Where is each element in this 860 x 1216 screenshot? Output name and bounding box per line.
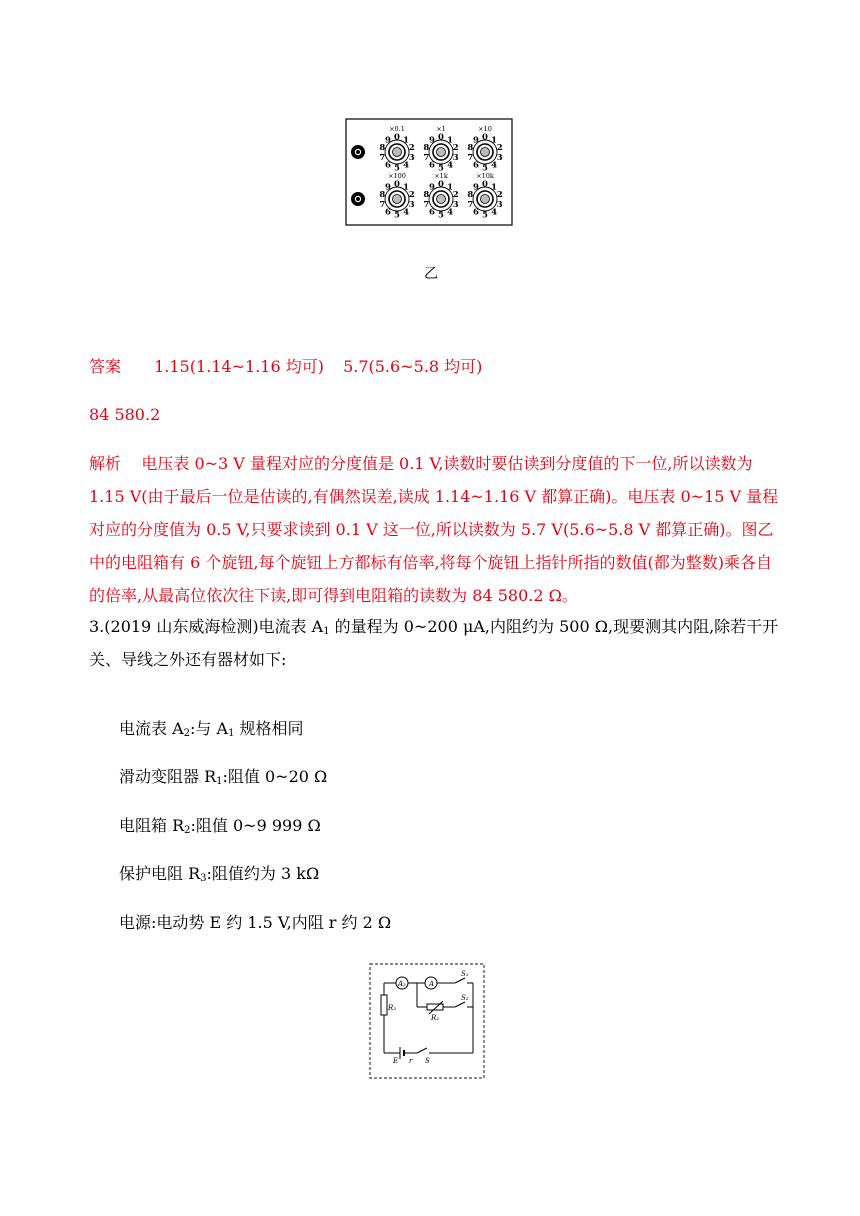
label-r3: R₃	[388, 1004, 397, 1012]
label-r: r	[409, 1057, 413, 1065]
answer-value-3: 84 580.2	[89, 405, 161, 424]
dial-digit: 3	[408, 199, 415, 210]
dial-multiplier-label: ×1k	[434, 172, 448, 180]
dial-digit: 5	[438, 163, 444, 174]
analysis-text: 电压表 0~3 V 量程对应的分度值是 0.1 V,读数时要估读到分度值的下一位,所以读数为 1.15 V(由于最后一位是估读的,有偶然误差,读成 1.14~1.16 V 都算正确)。电压表 0~15 V 量程对应的分度值为 0.5 V,只要求读到 0.1 V 这一位,所以读数为 5.7 V(5.6~5.8 V 都算正确)。图乙中的电阻箱有 6 个旋钮,每个旋钮上方都标有倍率,将每个旋钮上指针所指的数值(都为整数)乘各自的倍率,从最高位依次往下读,即可得到电阻箱的读数为 84 580.2 Ω。	[89, 454, 779, 605]
dial-multiplier-label: ×100	[388, 172, 406, 180]
dial-digit: 3	[496, 152, 503, 163]
dial-digit: 1	[403, 135, 410, 146]
question-text-1: 3.(2019 山东威海检测)电流表 A	[89, 617, 324, 636]
dial-multiplier-label: ×0.1	[389, 125, 405, 133]
dial-digit: 8	[467, 190, 474, 201]
dial-digit: 0	[482, 179, 488, 190]
dial-digit: 2	[496, 190, 503, 201]
dial-multiplier-label: ×1	[436, 125, 446, 133]
dial-digit: 8	[423, 143, 430, 154]
question-text-2: 的量程为 0~200 μA,内阻约为 500 Ω,现要测其内阻,除若干开关、导线之外还有器材如下:	[89, 617, 779, 669]
dial-digit: 2	[408, 190, 415, 201]
dial-digit: 1	[491, 182, 498, 193]
dial-digit: 3	[496, 199, 503, 210]
dial-digit: 5	[394, 210, 400, 221]
dial-digit: 0	[438, 179, 444, 190]
dial-digit: 1	[447, 135, 454, 146]
dial-digit: 2	[496, 143, 503, 154]
dial-digit: 9	[472, 135, 479, 146]
dial-digit: 4	[403, 207, 410, 218]
answer-line	[89, 357, 482, 377]
question-sub-1: 1	[323, 626, 330, 637]
dial-digit: 9	[428, 135, 435, 146]
dial-digit: 5	[482, 163, 488, 174]
label-s1: S₁	[461, 970, 469, 978]
dial-digit: 0	[482, 132, 488, 143]
dial-digit: 9	[472, 182, 479, 193]
dial-digit: 4	[447, 207, 454, 218]
dial-digit: 2	[452, 143, 459, 154]
dial-multiplier-label: ×10	[478, 125, 492, 133]
dial-digit: 0	[438, 132, 444, 143]
dial-digit: 2	[452, 190, 459, 201]
dial-digit: 7	[379, 199, 386, 210]
equipment-item: 电源:电动势 E 约 1.5 V,内阻 r 约 2 Ω	[119, 913, 392, 932]
label-r2: R₂	[431, 1014, 440, 1022]
label-s: S	[425, 1057, 430, 1065]
dial-digit: 9	[428, 182, 435, 193]
resistor-r3-symbol	[381, 995, 387, 1015]
dial-digit: 6	[472, 160, 479, 171]
dial-digit: 7	[423, 199, 430, 210]
figure-caption: 乙	[424, 266, 438, 282]
label-a2: A₂	[398, 980, 406, 988]
dial-digit: 1	[491, 135, 498, 146]
switch-s2-symbol	[455, 1002, 465, 1007]
dial-digit: 5	[482, 210, 488, 221]
dial-digit: 8	[467, 143, 474, 154]
dial-digit: 7	[467, 199, 474, 210]
answer-label: 答案	[89, 357, 122, 376]
dial-digit: 2	[408, 143, 415, 154]
dial-digit: 0	[394, 179, 400, 190]
dial-digit: 8	[379, 143, 386, 154]
dial-digit: 7	[423, 152, 430, 163]
dial-digit: 4	[491, 160, 498, 171]
question-3	[89, 610, 779, 676]
terminal-top	[351, 145, 365, 159]
answer-value-1: 1.15(1.14~1.16 均可)	[154, 357, 324, 376]
dial-digit: 4	[447, 160, 454, 171]
dial-digit: 9	[384, 135, 391, 146]
switch-s-symbol	[417, 1048, 427, 1053]
analysis-paragraph	[89, 447, 779, 612]
circuit-diagram	[369, 963, 485, 1079]
dial-digit: 3	[408, 152, 415, 163]
label-e: E	[393, 1057, 399, 1065]
answer-value-2: 5.7(5.6~5.8 均可)	[343, 357, 483, 376]
dial-digit: 4	[491, 207, 498, 218]
dial-digit: 8	[423, 190, 430, 201]
dial-digit: 3	[452, 199, 459, 210]
dial-digit: 1	[447, 182, 454, 193]
equipment-item: 电流表 $A_2$:与 $A_1$ 规格相同	[119, 719, 304, 739]
dial-digit: 5	[394, 163, 400, 174]
dial-digit: 5	[438, 210, 444, 221]
dial-digit: 9	[384, 182, 391, 193]
dial-digit: 6	[472, 207, 479, 218]
switch-s1-symbol	[455, 978, 465, 983]
label-a1: A	[429, 980, 435, 988]
dial-digit: 0	[394, 132, 400, 143]
dial-multiplier-label: ×10k	[476, 172, 494, 180]
equipment-item: 电阻箱 $R_2$:阻值 0~9 999 Ω	[119, 816, 321, 836]
dial-digit: 7	[379, 152, 386, 163]
label-s2: S₂	[461, 994, 469, 1002]
dial-digit: 4	[403, 160, 410, 171]
dial-digit: 6	[428, 160, 435, 171]
dial-digit: 6	[384, 160, 391, 171]
dial-digit: 3	[452, 152, 459, 163]
resistance-box-figure	[345, 118, 513, 226]
analysis-label: 解析	[89, 454, 122, 473]
equipment-item: 保护电阻 $R_3$:阻值约为 3 kΩ	[119, 864, 320, 884]
dial-digit: 7	[467, 152, 474, 163]
dial-digit: 1	[403, 182, 410, 193]
equipment-item: 滑动变阻器 $R_1$:阻值 0~20 Ω	[119, 767, 328, 787]
terminal-bottom	[351, 192, 365, 206]
dial-digit: 6	[428, 207, 435, 218]
dial-digit: 8	[379, 190, 386, 201]
dial-digit: 6	[384, 207, 391, 218]
